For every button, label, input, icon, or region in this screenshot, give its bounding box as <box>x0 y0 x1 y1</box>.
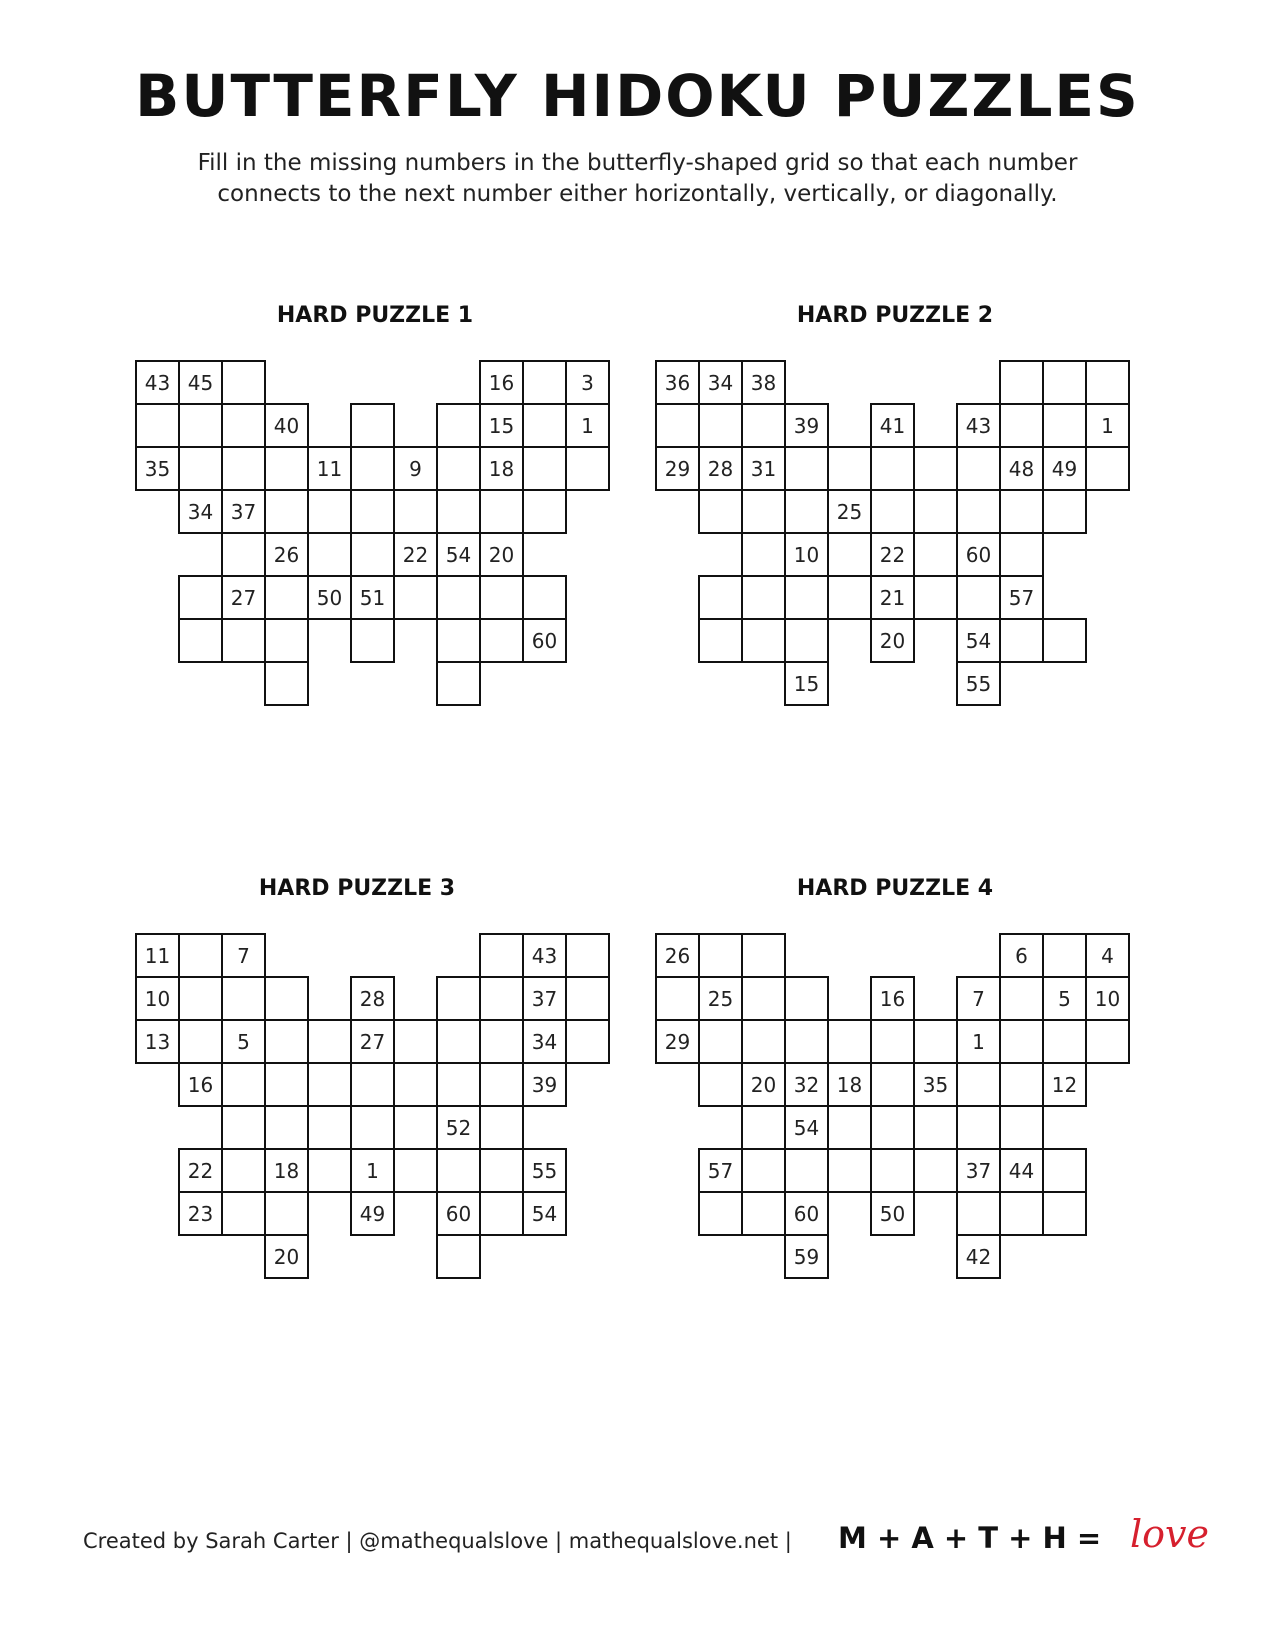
empty-cell[interactable] <box>784 976 829 1021</box>
instructions-line-2: connects to the next number either horizontally, vertically, or diagonally. <box>217 181 1058 207</box>
empty-cell[interactable] <box>1085 1019 1130 1064</box>
given-number-cell: 16 <box>870 976 915 1021</box>
empty-cell[interactable] <box>565 933 610 978</box>
given-number-cell: 42 <box>956 1234 1001 1279</box>
given-number-cell: 39 <box>784 403 829 448</box>
empty-cell[interactable] <box>827 1148 872 1193</box>
given-number-cell: 60 <box>956 532 1001 577</box>
instructions <box>150 148 1125 210</box>
given-number-cell: 7 <box>221 933 266 978</box>
empty-cell[interactable] <box>741 489 786 534</box>
empty-cell[interactable] <box>436 1234 481 1279</box>
given-number-cell: 43 <box>135 360 180 405</box>
empty-cell[interactable] <box>479 1148 524 1193</box>
given-number-cell: 49 <box>1042 446 1087 491</box>
empty-cell[interactable] <box>698 1019 743 1064</box>
empty-cell[interactable] <box>1085 446 1130 491</box>
empty-cell[interactable] <box>221 1191 266 1236</box>
given-number-cell: 51 <box>350 575 395 620</box>
empty-cell[interactable] <box>999 1105 1044 1150</box>
given-number-cell: 11 <box>135 933 180 978</box>
empty-cell[interactable] <box>956 1062 1001 1107</box>
empty-cell[interactable] <box>479 976 524 1021</box>
empty-cell[interactable] <box>307 489 352 534</box>
empty-cell[interactable] <box>698 618 743 663</box>
empty-cell[interactable] <box>436 446 481 491</box>
given-number-cell: 37 <box>221 489 266 534</box>
empty-cell[interactable] <box>350 532 395 577</box>
given-number-cell: 31 <box>741 446 786 491</box>
empty-cell[interactable] <box>522 489 567 534</box>
given-number-cell: 55 <box>956 661 1001 706</box>
given-number-cell: 10 <box>784 532 829 577</box>
empty-cell[interactable] <box>698 403 743 448</box>
given-number-cell: 5 <box>221 1019 266 1064</box>
empty-cell[interactable] <box>999 1062 1044 1107</box>
empty-cell[interactable] <box>264 1019 309 1064</box>
empty-cell[interactable] <box>956 1105 1001 1150</box>
empty-cell[interactable] <box>784 446 829 491</box>
empty-cell[interactable] <box>870 1105 915 1150</box>
empty-cell[interactable] <box>307 1019 352 1064</box>
given-number-cell: 22 <box>393 532 438 577</box>
empty-cell[interactable] <box>178 933 223 978</box>
empty-cell[interactable] <box>655 403 700 448</box>
given-number-cell: 1 <box>350 1148 395 1193</box>
empty-cell[interactable] <box>956 446 1001 491</box>
empty-cell[interactable] <box>655 976 700 1021</box>
given-number-cell: 41 <box>870 403 915 448</box>
given-number-cell: 22 <box>178 1148 223 1193</box>
given-number-cell: 44 <box>999 1148 1044 1193</box>
footer-logo: M + A + T + H = <box>838 1521 1102 1555</box>
empty-cell[interactable] <box>913 575 958 620</box>
empty-cell[interactable] <box>221 1105 266 1150</box>
empty-cell[interactable] <box>741 933 786 978</box>
given-number-cell: 18 <box>479 446 524 491</box>
given-number-cell: 13 <box>135 1019 180 1064</box>
footer-logo-love: love <box>1130 1512 1209 1556</box>
empty-cell[interactable] <box>741 1105 786 1150</box>
empty-cell[interactable] <box>436 618 481 663</box>
given-number-cell: 32 <box>784 1062 829 1107</box>
puzzle-1-title: HARD PUZZLE 1 <box>276 303 474 328</box>
empty-cell[interactable] <box>827 1105 872 1150</box>
empty-cell[interactable] <box>221 618 266 663</box>
empty-cell[interactable] <box>956 1191 1001 1236</box>
empty-cell[interactable] <box>178 575 223 620</box>
empty-cell[interactable] <box>264 489 309 534</box>
given-number-cell: 21 <box>870 575 915 620</box>
empty-cell[interactable] <box>393 575 438 620</box>
empty-cell[interactable] <box>264 661 309 706</box>
puzzle-4-title: HARD PUZZLE 4 <box>796 876 994 901</box>
given-number-cell: 10 <box>135 976 180 1021</box>
given-number-cell: 25 <box>827 489 872 534</box>
given-number-cell: 40 <box>264 403 309 448</box>
empty-cell[interactable] <box>999 976 1044 1021</box>
given-number-cell: 18 <box>827 1062 872 1107</box>
empty-cell[interactable] <box>350 489 395 534</box>
given-number-cell: 36 <box>655 360 700 405</box>
empty-cell[interactable] <box>522 360 567 405</box>
empty-cell[interactable] <box>221 403 266 448</box>
empty-cell[interactable] <box>393 1062 438 1107</box>
empty-cell[interactable] <box>698 575 743 620</box>
empty-cell[interactable] <box>264 1105 309 1150</box>
given-number-cell: 1 <box>1085 403 1130 448</box>
given-number-cell: 18 <box>264 1148 309 1193</box>
empty-cell[interactable] <box>741 1019 786 1064</box>
empty-cell[interactable] <box>436 575 481 620</box>
empty-cell[interactable] <box>999 532 1044 577</box>
empty-cell[interactable] <box>827 532 872 577</box>
empty-cell[interactable] <box>741 1148 786 1193</box>
given-number-cell: 20 <box>264 1234 309 1279</box>
empty-cell[interactable] <box>436 1148 481 1193</box>
empty-cell[interactable] <box>479 1105 524 1150</box>
given-number-cell: 60 <box>436 1191 481 1236</box>
given-number-cell: 5 <box>1042 976 1087 1021</box>
empty-cell[interactable] <box>1042 1191 1087 1236</box>
empty-cell[interactable] <box>307 1062 352 1107</box>
empty-cell[interactable] <box>784 618 829 663</box>
given-number-cell: 29 <box>655 446 700 491</box>
given-number-cell: 28 <box>350 976 395 1021</box>
given-number-cell: 54 <box>436 532 481 577</box>
empty-cell[interactable] <box>178 446 223 491</box>
given-number-cell: 4 <box>1085 933 1130 978</box>
given-number-cell: 52 <box>436 1105 481 1150</box>
empty-cell[interactable] <box>350 1062 395 1107</box>
empty-cell[interactable] <box>522 575 567 620</box>
empty-cell[interactable] <box>1042 933 1087 978</box>
empty-cell[interactable] <box>178 1019 223 1064</box>
given-number-cell: 60 <box>784 1191 829 1236</box>
given-number-cell: 43 <box>522 933 567 978</box>
empty-cell[interactable] <box>264 1191 309 1236</box>
empty-cell[interactable] <box>999 1019 1044 1064</box>
empty-cell[interactable] <box>264 1062 309 1107</box>
given-number-cell: 7 <box>956 976 1001 1021</box>
empty-cell[interactable] <box>178 976 223 1021</box>
given-number-cell: 26 <box>264 532 309 577</box>
empty-cell[interactable] <box>741 1191 786 1236</box>
empty-cell[interactable] <box>479 933 524 978</box>
empty-cell[interactable] <box>1042 1019 1087 1064</box>
given-number-cell: 59 <box>784 1234 829 1279</box>
empty-cell[interactable] <box>827 575 872 620</box>
given-number-cell: 27 <box>221 575 266 620</box>
page-title: BUTTERFLY HIDOKU PUZZLES <box>135 62 1140 130</box>
empty-cell[interactable] <box>436 976 481 1021</box>
given-number-cell: 45 <box>178 360 223 405</box>
given-number-cell: 50 <box>870 1191 915 1236</box>
given-number-cell: 20 <box>870 618 915 663</box>
empty-cell[interactable] <box>913 1105 958 1150</box>
empty-cell[interactable] <box>221 976 266 1021</box>
given-number-cell: 20 <box>479 532 524 577</box>
empty-cell[interactable] <box>698 1062 743 1107</box>
empty-cell[interactable] <box>784 1019 829 1064</box>
empty-cell[interactable] <box>913 532 958 577</box>
empty-cell[interactable] <box>393 1105 438 1150</box>
empty-cell[interactable] <box>913 489 958 534</box>
empty-cell[interactable] <box>784 1148 829 1193</box>
empty-cell[interactable] <box>741 976 786 1021</box>
empty-cell[interactable] <box>393 1019 438 1064</box>
given-number-cell: 37 <box>522 976 567 1021</box>
empty-cell[interactable] <box>479 1062 524 1107</box>
empty-cell[interactable] <box>479 489 524 534</box>
empty-cell[interactable] <box>1042 618 1087 663</box>
empty-cell[interactable] <box>999 403 1044 448</box>
empty-cell[interactable] <box>870 1148 915 1193</box>
given-number-cell: 10 <box>1085 976 1130 1021</box>
empty-cell[interactable] <box>221 446 266 491</box>
empty-cell[interactable] <box>956 575 1001 620</box>
given-number-cell: 57 <box>698 1148 743 1193</box>
given-number-cell: 38 <box>741 360 786 405</box>
empty-cell[interactable] <box>264 446 309 491</box>
given-number-cell: 28 <box>698 446 743 491</box>
given-number-cell: 26 <box>655 933 700 978</box>
empty-cell[interactable] <box>479 1191 524 1236</box>
empty-cell[interactable] <box>827 446 872 491</box>
empty-cell[interactable] <box>307 532 352 577</box>
given-number-cell: 37 <box>956 1148 1001 1193</box>
given-number-cell: 60 <box>522 618 567 663</box>
given-number-cell: 54 <box>522 1191 567 1236</box>
empty-cell[interactable] <box>827 1019 872 1064</box>
empty-cell[interactable] <box>436 1062 481 1107</box>
empty-cell[interactable] <box>741 532 786 577</box>
empty-cell[interactable] <box>698 1191 743 1236</box>
empty-cell[interactable] <box>479 1019 524 1064</box>
empty-cell[interactable] <box>870 446 915 491</box>
puzzle-2-title: HARD PUZZLE 2 <box>796 303 994 328</box>
empty-cell[interactable] <box>956 489 1001 534</box>
given-number-cell: 50 <box>307 575 352 620</box>
given-number-cell: 34 <box>698 360 743 405</box>
empty-cell[interactable] <box>741 618 786 663</box>
given-number-cell: 35 <box>135 446 180 491</box>
given-number-cell: 1 <box>565 403 610 448</box>
empty-cell[interactable] <box>350 403 395 448</box>
empty-cell[interactable] <box>264 618 309 663</box>
empty-cell[interactable] <box>436 489 481 534</box>
given-number-cell: 29 <box>655 1019 700 1064</box>
empty-cell[interactable] <box>698 933 743 978</box>
empty-cell[interactable] <box>870 1019 915 1064</box>
given-number-cell: 25 <box>698 976 743 1021</box>
empty-cell[interactable] <box>999 360 1044 405</box>
given-number-cell: 6 <box>999 933 1044 978</box>
given-number-cell: 9 <box>393 446 438 491</box>
empty-cell[interactable] <box>307 1105 352 1150</box>
empty-cell[interactable] <box>393 489 438 534</box>
given-number-cell: 54 <box>784 1105 829 1150</box>
footer-credit: Created by Sarah Carter | @mathequalslove | mathequalslove.net | <box>83 1529 792 1553</box>
empty-cell[interactable] <box>784 575 829 620</box>
empty-cell[interactable] <box>870 489 915 534</box>
given-number-cell: 49 <box>350 1191 395 1236</box>
given-number-cell: 34 <box>522 1019 567 1064</box>
empty-cell[interactable] <box>741 403 786 448</box>
empty-cell[interactable] <box>178 618 223 663</box>
given-number-cell: 27 <box>350 1019 395 1064</box>
instructions-line-1: Fill in the missing numbers in the butterfly-shaped grid so that each number <box>197 150 1078 176</box>
empty-cell[interactable] <box>1042 489 1087 534</box>
empty-cell[interactable] <box>565 1019 610 1064</box>
given-number-cell: 15 <box>479 403 524 448</box>
empty-cell[interactable] <box>479 575 524 620</box>
given-number-cell: 20 <box>741 1062 786 1107</box>
empty-cell[interactable] <box>999 618 1044 663</box>
empty-cell[interactable] <box>479 618 524 663</box>
empty-cell[interactable] <box>698 489 743 534</box>
empty-cell[interactable] <box>350 618 395 663</box>
empty-cell[interactable] <box>913 1019 958 1064</box>
empty-cell[interactable] <box>221 532 266 577</box>
empty-cell[interactable] <box>565 446 610 491</box>
given-number-cell: 54 <box>956 618 1001 663</box>
given-number-cell: 11 <box>307 446 352 491</box>
given-number-cell: 12 <box>1042 1062 1087 1107</box>
empty-cell[interactable] <box>999 489 1044 534</box>
empty-cell[interactable] <box>307 1148 352 1193</box>
given-number-cell: 43 <box>956 403 1001 448</box>
given-number-cell: 39 <box>522 1062 567 1107</box>
empty-cell[interactable] <box>350 446 395 491</box>
empty-cell[interactable] <box>350 1105 395 1150</box>
empty-cell[interactable] <box>264 976 309 1021</box>
empty-cell[interactable] <box>1085 360 1130 405</box>
empty-cell[interactable] <box>436 661 481 706</box>
given-number-cell: 15 <box>784 661 829 706</box>
empty-cell[interactable] <box>784 489 829 534</box>
given-number-cell: 48 <box>999 446 1044 491</box>
empty-cell[interactable] <box>1042 1148 1087 1193</box>
given-number-cell: 57 <box>999 575 1044 620</box>
empty-cell[interactable] <box>436 1019 481 1064</box>
given-number-cell: 55 <box>522 1148 567 1193</box>
empty-cell[interactable] <box>436 403 481 448</box>
empty-cell[interactable] <box>135 403 180 448</box>
empty-cell[interactable] <box>178 403 223 448</box>
given-number-cell: 16 <box>479 360 524 405</box>
empty-cell[interactable] <box>264 575 309 620</box>
empty-cell[interactable] <box>221 360 266 405</box>
empty-cell[interactable] <box>221 1062 266 1107</box>
empty-cell[interactable] <box>393 1148 438 1193</box>
empty-cell[interactable] <box>913 1148 958 1193</box>
empty-cell[interactable] <box>522 446 567 491</box>
empty-cell[interactable] <box>999 1191 1044 1236</box>
puzzle-3-title: HARD PUZZLE 3 <box>258 876 456 901</box>
empty-cell[interactable] <box>221 1148 266 1193</box>
given-number-cell: 22 <box>870 532 915 577</box>
given-number-cell: 16 <box>178 1062 223 1107</box>
given-number-cell: 3 <box>565 360 610 405</box>
empty-cell[interactable] <box>1042 360 1087 405</box>
given-number-cell: 34 <box>178 489 223 534</box>
empty-cell[interactable] <box>913 446 958 491</box>
given-number-cell: 35 <box>913 1062 958 1107</box>
empty-cell[interactable] <box>522 403 567 448</box>
given-number-cell: 23 <box>178 1191 223 1236</box>
empty-cell[interactable] <box>565 976 610 1021</box>
empty-cell[interactable] <box>741 575 786 620</box>
empty-cell[interactable] <box>870 1062 915 1107</box>
given-number-cell: 1 <box>956 1019 1001 1064</box>
empty-cell[interactable] <box>1042 403 1087 448</box>
